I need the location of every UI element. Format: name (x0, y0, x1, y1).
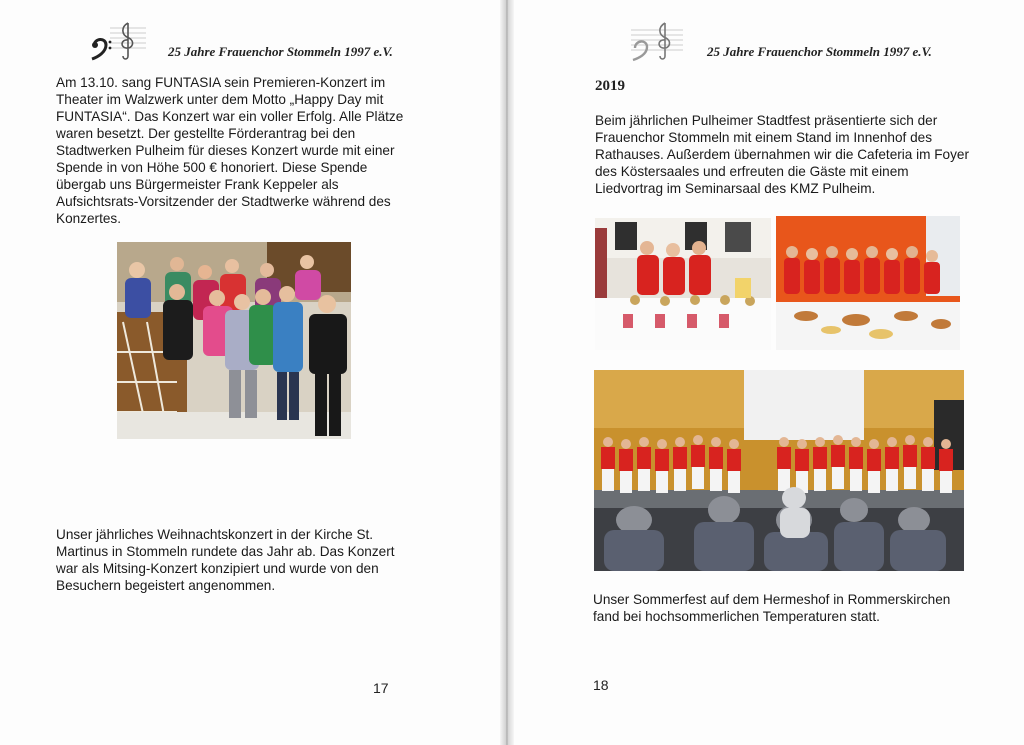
book-gutter (500, 0, 514, 745)
page-header (625, 18, 1005, 62)
music-clef-icon (88, 18, 148, 62)
photo-stadtfest-stand (595, 218, 771, 350)
photo-cafeteria-foyer (776, 216, 960, 350)
music-clef-icon (625, 18, 685, 62)
year-heading: 2019 (595, 78, 625, 94)
paragraph-christmas-concert: Unser jährliches Weihnachtskonzert in der Kirche St. Martinus in Stommeln rundete das Jahr ab. Das Konzert war als Mitsing-Konzert konzipiert und wurde von den Besuchern begeistert angenommen. (56, 527, 395, 593)
paragraph-funtasia: Am 13.10. sang FUNTASIA sein Premieren-Konzert im Theater im Walzwerk unter dem Motto „Happy Day mit FUNTASIA“. Das Konzert war ein voller Erfolg. Alle Plätze waren besetzt. Der gestellte Förderantrag bei den Stadtwerken Pulheim für dieses Konzert wurde mit einer Spende in von Höhe 500 € honoriert. Diese Spende übergab uns Bürgermeister Frank Keppeler als Aufsichtsrats-Vorsitzender der Stadtwerke während des Konzertes. (56, 75, 404, 226)
header-title: 25 Jahre Frauenchor Stommeln 1997 e.V. (168, 44, 393, 59)
page-header (88, 18, 448, 62)
page-number: 17 (373, 680, 389, 696)
paragraph-sommerfest: Unser Sommerfest auf dem Hermeshof in Rommerskirchen fand bei hochsommerlichen Temperaturen statt. (593, 592, 951, 624)
header-title: 25 Jahre Frauenchor Stommeln 1997 e.V. (707, 44, 932, 59)
page-17 (0, 0, 507, 745)
page-number: 18 (593, 677, 609, 693)
page-18 (507, 0, 1024, 745)
photo-choir-concert-hall (594, 370, 964, 571)
photo-choir-group (117, 242, 351, 439)
paragraph-stadtfest: Beim jährlichen Pulheimer Stadtfest präsentierte sich der Frauenchor Stommeln mit einem Stand im Innenhof des Rathauses. Außerdem übernahmen wir die Cafeteria im Foyer des Köstersaales und erfreuten die Gäste mit einem Liedvortrag im Seminarsaal des KMZ Pulheim. (595, 113, 970, 196)
